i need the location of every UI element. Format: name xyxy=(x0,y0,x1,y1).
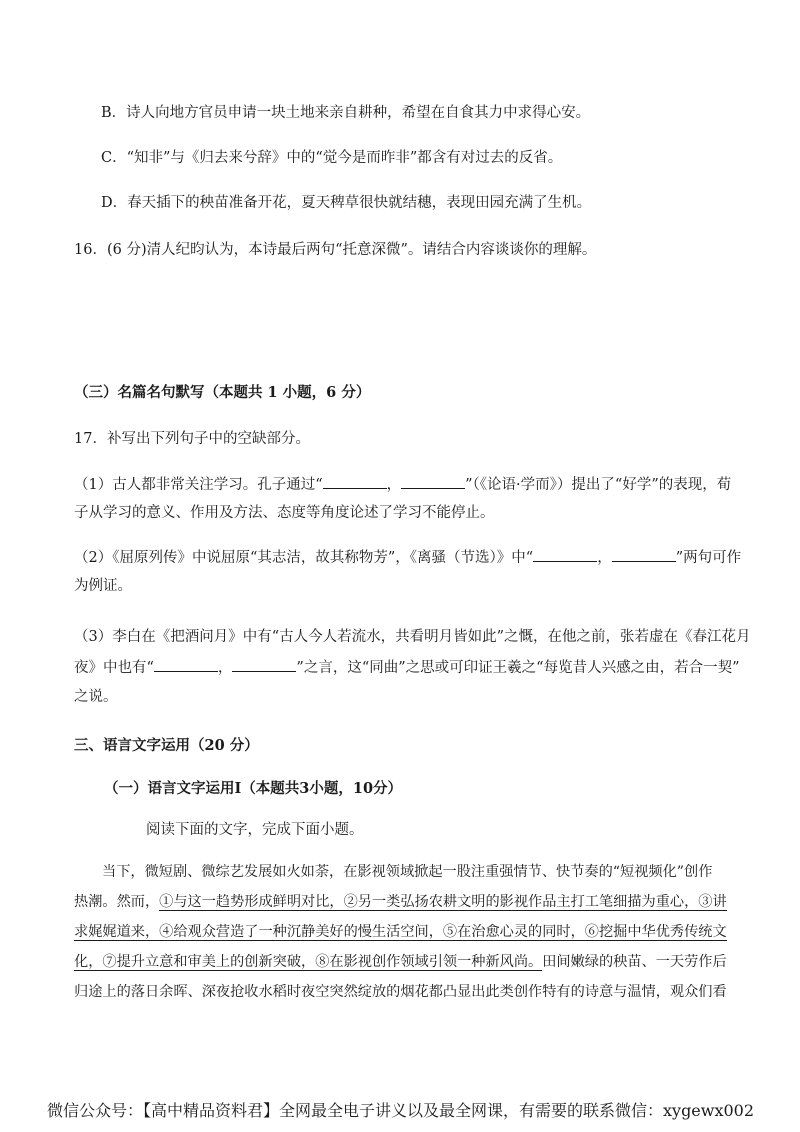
question-17-item-3-end: 之说。 xyxy=(74,689,118,705)
item-1-text-after: ”（《论语·学而》）提出了“好学”的表现，荀 xyxy=(465,477,732,493)
item-3-text-after: ”之言，这“同曲”之思或可印证王羲之“每览昔人兴感之由，若合一契” xyxy=(296,660,740,676)
question-17-stem: 17．补写出下列句子中的空缺部分。 xyxy=(74,431,310,447)
question-17-item-1 xyxy=(74,474,731,495)
answer-blank[interactable] xyxy=(323,474,387,489)
answer-blank[interactable] xyxy=(401,474,465,489)
question-17-item-3-cont xyxy=(74,657,739,678)
item-2-text-after: ”两句可作 xyxy=(675,550,742,566)
item-1-text-before: （1）古人都非常关注学习。孔子通过“ xyxy=(74,477,323,493)
section-heading-dictation: （三）名篇名句默写（本题共 1 小题，6 分） xyxy=(74,384,371,401)
passage-line xyxy=(74,952,727,972)
underlined-passage: 求娓娓道来，④给观众营造了一种沉静美好的慢生活空间，⑤在治愈心灵的同时，⑥挖掘中华优秀传统文 xyxy=(74,924,727,940)
subsection-heading: （一）语言文字运用Ⅰ（本题共3小题，10分） xyxy=(104,780,403,797)
blank-separator: ， xyxy=(386,477,402,493)
passage-text: 田间嫩绿的秧苗、一天劳作后 xyxy=(542,954,727,970)
item-3-text-before: 夜》中也有“ xyxy=(74,660,154,676)
blank-separator: ， xyxy=(217,660,233,676)
answer-blank[interactable] xyxy=(232,657,296,672)
answer-blank[interactable] xyxy=(154,657,218,672)
passage-line xyxy=(74,892,727,912)
passage-line xyxy=(74,922,727,942)
reading-passage xyxy=(74,862,727,1002)
underlined-passage: ①与这一趋势形成鲜明对比，②另一类弘扬农耕文明的影视作品主打工笔细描为重心，③讲 xyxy=(159,894,727,910)
passage-line: 当下，微短剧、微综艺发展如火如荼，在影视领域掀起一股注重强情节、快节奏的“短视频化”创作 xyxy=(102,864,713,880)
item-2-text-before: （2）《屈原列传》中说屈原“其志洁，故其称物芳”，《离骚（节选）》中“ xyxy=(74,550,534,566)
footer-note: 微信公众号：【高中精品资料君】全网最全电子讲义以及最全网课，有需要的联系微信：xygewx002 xyxy=(47,1101,755,1120)
question-16: 16．(6 分)清人纪昀认为，本诗最后两句“托意深微”。请结合内容谈谈你的理解。 xyxy=(74,242,597,258)
reading-instruction: 阅读下面的文字，完成下面小题。 xyxy=(146,822,364,838)
option-c: C．“知非”与《归去来兮辞》中的“觉今是而昨非”都含有对过去的反省。 xyxy=(101,150,563,166)
answer-blank[interactable] xyxy=(533,547,597,562)
blank-separator: ， xyxy=(597,550,612,566)
passage-line: 归途上的落日余晖、深夜抢收水稻时夜空突然绽放的烟花都凸显出此类创作特有的诗意与温情，观众们看 xyxy=(74,984,727,1000)
answer-blank[interactable] xyxy=(612,547,676,562)
underlined-passage: 化，⑦提升立意和审美上的创新突破，⑧在影视创作领域引领一种新风尚。 xyxy=(74,954,543,970)
question-17-item-3: （3）李白在《把酒问月》中有“古人今人若流水，共看明月皆如此”之慨，在他之前，张若虚在《春江花月 xyxy=(74,629,751,645)
question-17-item-2 xyxy=(74,547,741,568)
option-b: B．诗人向地方官员申请一块土地来亲自耕种，希望在自食其力中求得心安。 xyxy=(101,105,591,121)
part-3-heading: 三、语言文字运用（20 分） xyxy=(74,737,259,754)
question-17-item-1-cont: 子从学习的意义、作用及方法、态度等角度论述了学习不能停止。 xyxy=(74,505,495,521)
question-17-item-2-cont: 为例证。 xyxy=(74,578,132,594)
option-d: D．春天插下的秧苗准备开花，夏天稗草很快就结穗，表现田园充满了生机。 xyxy=(101,195,592,211)
passage-text: 热潮。然而， xyxy=(74,894,160,910)
